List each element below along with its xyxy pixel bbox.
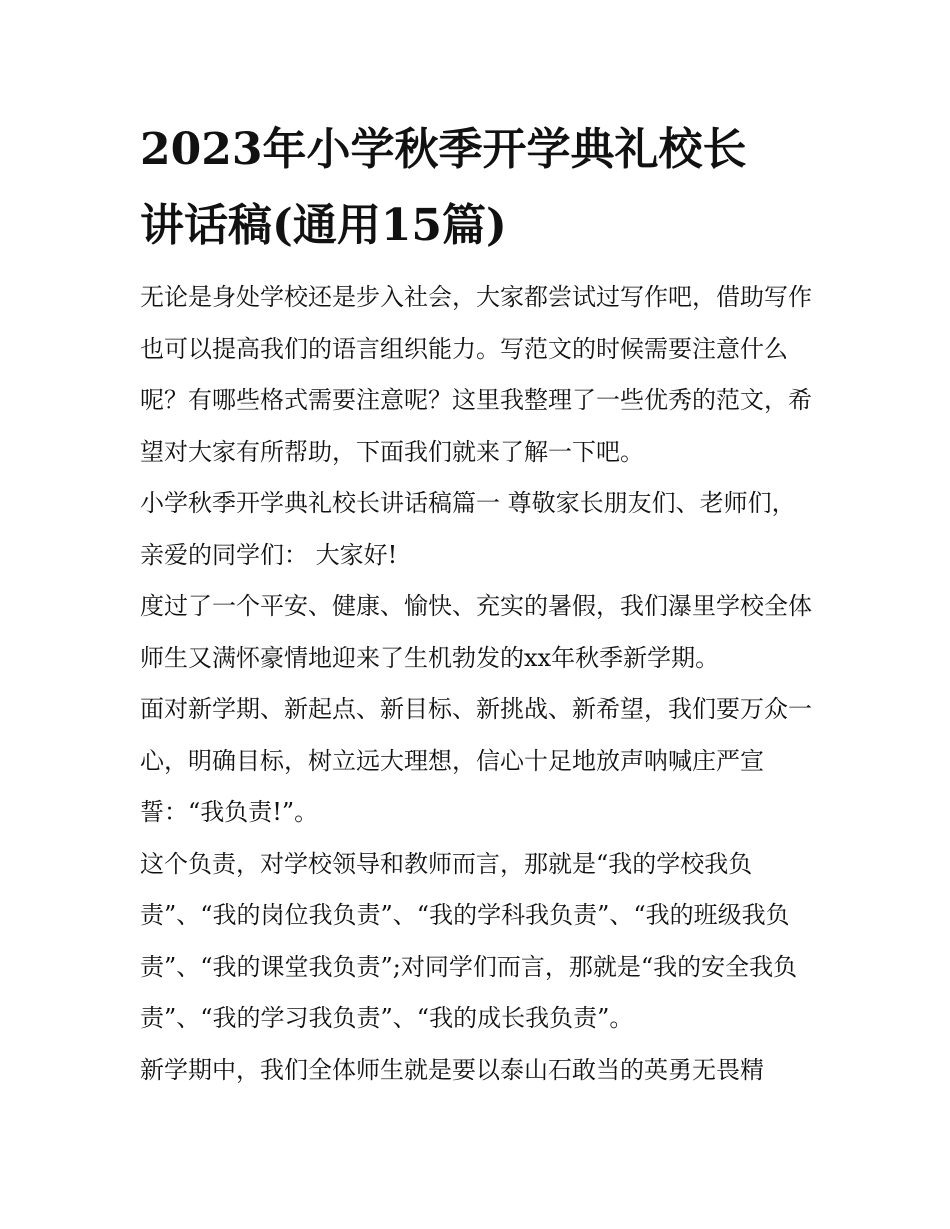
paragraph-spirit: 新学期中，我们全体师生就是要以泰山石敢当的英勇无畏精 [140,1055,764,1084]
title-line-1: 2023年小学秋季开学典礼校长 [140,124,747,175]
title-line-2: 讲话稿(通用15篇) [140,200,507,251]
paragraph-intro: 无论是身处学校还是步入社会，大家都尝试过写作吧，借助写作也可以提高我们的语言组织能力。写范文的时候需要注意什么呢？有哪些格式需要注意呢？这里我整理了一些优秀的范文，希望对大家有所帮助，下面我们就来了解一下吧。 [140,283,812,466]
paragraph-summer: 度过了一个平安、健康、愉快、充实的暑假，我们瀑里学校全体师生又满怀豪情地迎来了生机勃发的xx年秋季新学期。 [140,592,812,672]
document-body [140,272,812,1096]
paragraph-new-term: 面对新学期、新起点、新目标、新挑战、新希望，我们要万众一心，明确目标，树立远大理想，信心十足地放声呐喊庄严宣誓：“我负责!”。 [140,695,812,826]
paragraph-responsibility: 这个负责，对学校领导和教师而言，那就是“我的学校我负责”、“我的岗位我负责”、“我的学科我负责”、“我的班级我负责”、“我的课堂我负责”;对同学们而言，那就是“我的安全我负责”、“我的学习我负责”、“我的成长我负责”。 [140,849,798,1032]
paragraph-greeting: 小学秋季开学典礼校长讲话稿篇一 尊敬家长朋友们、老师们，亲爱的同学们： 大家好! [140,489,796,569]
document-title [140,112,820,264]
